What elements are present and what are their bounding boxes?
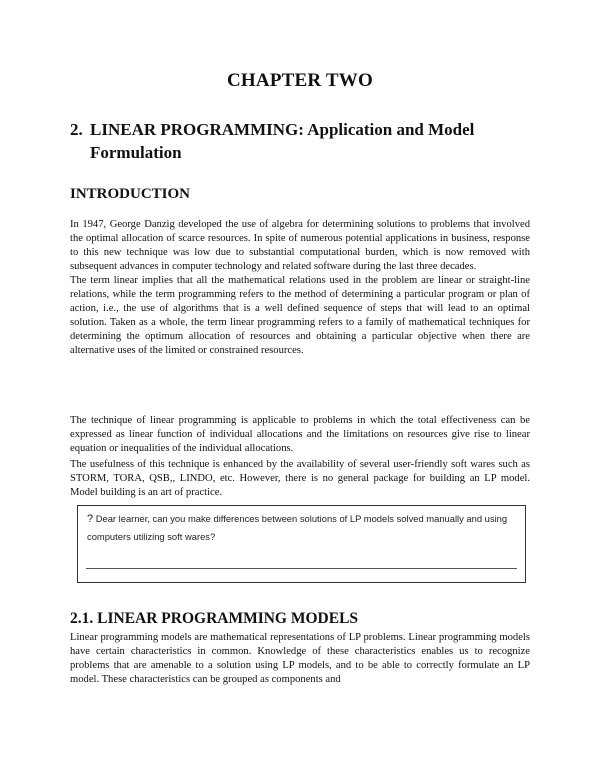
chapter-title: CHAPTER TWO (227, 70, 373, 91)
section-title-line2: Formulation (90, 143, 182, 162)
paragraph-definition: The term linear implies that all the mathematical relations used in the problem are linear or straight-line relations, while the term programming refers to the method of determining a particular program or plan of action, i.e., the use of algorithms that is a well defined sequence of steps that will lead to an optimal solution. Taken as a whole, the term linear programming refers to a family of mathematical techniques for determining the optimum allocation of resources and obtaining a particular objective when there are alternative uses of the limited or constrained resources. (70, 275, 530, 356)
paragraph-models: Linear programming models are mathematical representations of LP problems. Linear programming models have certain characteristics in common. Knowledge of these characteristics enables us to recognize problems that are amenable to a solution using LP models, and to be able to correctly formulate an LP model. These characteristics can be grouped as components and (70, 632, 530, 685)
paragraph-history: In 1947, George Danzig developed the use of algebra for determining solutions to problems that involved the optimal allocation of scarce resources. In spite of numerous potential applications in business, response to this new technique was low due to substantial computational burden, which is now removed with subsequent advances in computer technology and related software during the last three decades. (70, 219, 530, 272)
section-title (70, 118, 540, 164)
question-mark-icon: ? (87, 513, 94, 525)
paragraph-applicability: The technique of linear programming is applicable to problems in which the total effectiveness can be expressed as linear function of individual allocations and the limitations on resources give rise to linear equation or inequalities of the individual allocations. (70, 415, 530, 454)
question-text: Dear learner, can you make differences between solutions of LP models solved manually and using computers utilizing soft wares? (87, 513, 508, 542)
paragraph-software: The usefulness of this technique is enhanced by the availability of several user-friendly soft wares such as STORM, TORA, QSB,, LINDO, etc. However, there is no general package for building an LP model. Model building is an art of practice. (70, 459, 530, 498)
answer-line (86, 568, 517, 569)
introduction-heading: INTRODUCTION (70, 186, 191, 202)
section-title-line1: LINEAR PROGRAMMING: Application and Model (90, 120, 475, 139)
learner-question-box (77, 505, 526, 583)
models-heading: 2.1. LINEAR PROGRAMMING MODELS (70, 610, 359, 627)
section-number: 2. (70, 120, 83, 139)
